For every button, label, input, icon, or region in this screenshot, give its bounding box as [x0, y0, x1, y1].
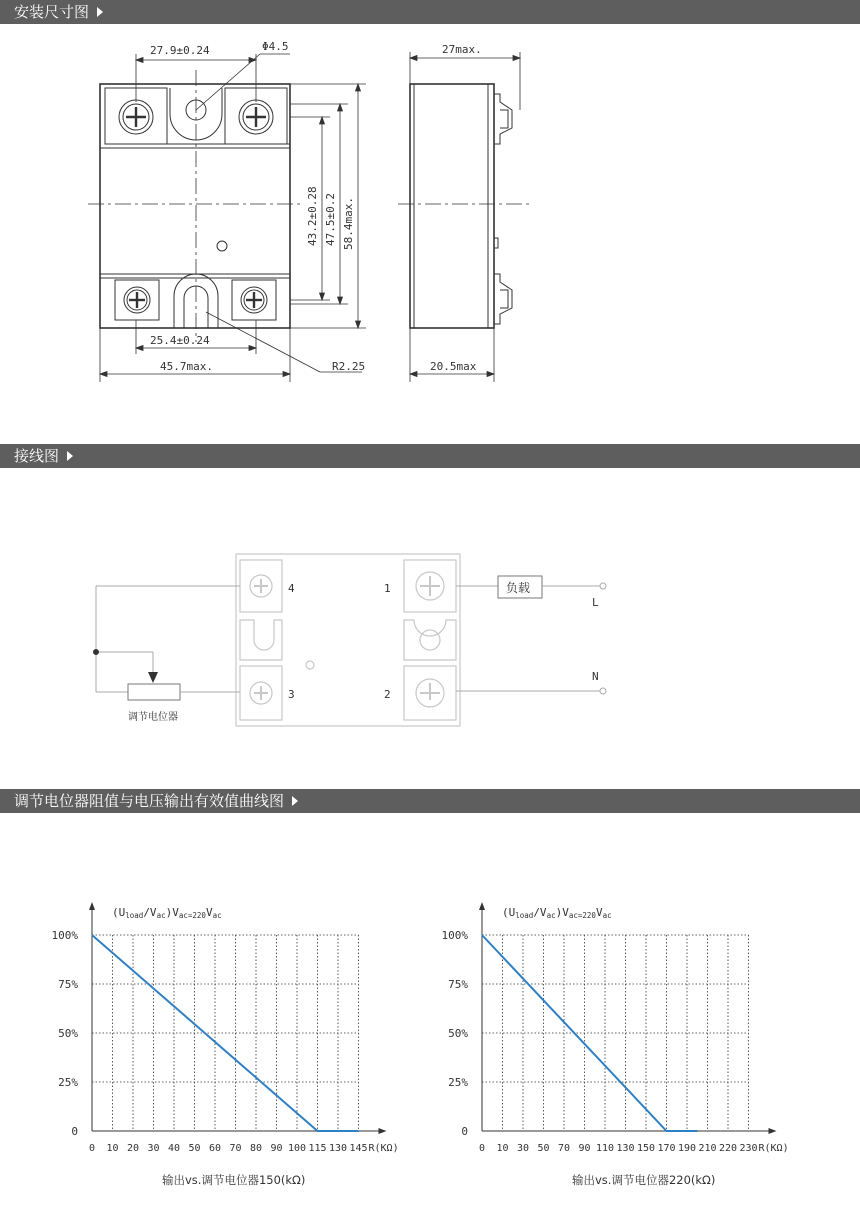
- y-tick-label: 75%: [448, 978, 468, 991]
- x-tick-label: 110: [595, 1143, 615, 1154]
- y-label-part: load: [125, 911, 144, 920]
- x-tick-label: 50: [537, 1143, 550, 1154]
- chart-150k-caption: 输出vs.调节电位器150(kΩ): [162, 1173, 306, 1187]
- y-label-part: ac: [156, 911, 166, 920]
- y-tick-label: 75%: [58, 978, 78, 991]
- chart-150k: [0, 890, 860, 1190]
- chart-0-group: [52, 902, 399, 1154]
- y-label-part: ac=220: [568, 911, 596, 920]
- x-tick-label: 40: [167, 1143, 181, 1154]
- y-tick-label: 25%: [448, 1076, 468, 1089]
- chart-1-group: [442, 902, 789, 1154]
- y-tick-label: 0: [71, 1125, 78, 1138]
- x-tick-label: 115: [308, 1143, 327, 1154]
- terminal-4-label: 4: [288, 582, 295, 595]
- x-axis-label: R(KΩ): [758, 1143, 789, 1154]
- x-tick-label: 10: [106, 1143, 119, 1154]
- chart-220k-caption: 输出vs.调节电位器220(kΩ): [572, 1173, 716, 1187]
- dim-v-outer: 58.4max.: [342, 197, 355, 250]
- x-tick-label: 145: [349, 1143, 368, 1154]
- x-tick-label: 190: [677, 1143, 697, 1154]
- y-label-part: )V: [165, 906, 179, 919]
- section-header-curve: [0, 789, 860, 813]
- x-tick-label: 30: [147, 1143, 160, 1154]
- caret-right-icon: [97, 7, 103, 17]
- terminal-1-label: 1: [384, 582, 391, 595]
- section-title-wiring: 接线图: [14, 447, 73, 465]
- dim-hole: Φ4.5: [262, 40, 289, 53]
- y-label-part: )V: [555, 906, 569, 919]
- x-tick-label: 50: [188, 1143, 201, 1154]
- dim-side-bottom: 20.5max: [430, 360, 477, 373]
- y-tick-label: 100%: [51, 929, 78, 942]
- y-label-part: ac=220: [178, 911, 206, 920]
- x-tick-label: 130: [616, 1143, 635, 1154]
- caret-right-icon: [292, 796, 298, 806]
- junction-dot: [93, 649, 99, 655]
- y-axis-arrow-icon: [479, 902, 485, 910]
- y-label-part: ac: [212, 911, 222, 920]
- x-tick-label: 30: [516, 1143, 530, 1154]
- y-label-part: V: [595, 906, 603, 919]
- x-tick-label: 130: [328, 1143, 348, 1154]
- terminal-2-label: 2: [384, 688, 391, 701]
- x-axis-arrow-icon: [769, 1128, 777, 1134]
- y-tick-label: 50%: [58, 1027, 78, 1040]
- y-label-part: ac: [546, 911, 556, 920]
- dim-radius: R2.25: [332, 360, 366, 373]
- y-axis-label: [502, 906, 612, 920]
- x-tick-label: 70: [557, 1143, 571, 1154]
- section-title-install: 安装尺寸图: [14, 3, 103, 21]
- x-tick-label: 60: [208, 1143, 222, 1154]
- y-axis-label: [112, 906, 222, 920]
- wiring-diagram: [0, 480, 860, 780]
- line-n-label: N: [592, 670, 599, 683]
- wiper-arrow-icon: [148, 672, 158, 683]
- x-tick-label: 150: [636, 1143, 656, 1154]
- y-label-part: (U: [112, 906, 126, 919]
- front-body-outline: [100, 84, 290, 328]
- y-tick-label: 100%: [441, 929, 468, 942]
- x-tick-label: 170: [657, 1143, 676, 1154]
- install-dimension-drawing: [0, 24, 860, 434]
- x-tick-label: 90: [270, 1143, 283, 1154]
- x-tick-label: 220: [718, 1143, 738, 1154]
- y-tick-label: 25%: [58, 1076, 78, 1089]
- x-tick-label: 230: [739, 1143, 758, 1154]
- x-axis-arrow-icon: [379, 1128, 387, 1134]
- load-label: 负载: [506, 581, 531, 595]
- x-tick-label: 0: [88, 1143, 96, 1154]
- potentiometer-body: [128, 684, 180, 700]
- x-tick-label: 80: [249, 1143, 263, 1154]
- x-tick-label: 100: [287, 1143, 307, 1154]
- y-label-part: load: [515, 911, 534, 920]
- dim-v-inner: 43.2±0.28: [306, 186, 319, 246]
- section-header-wiring: [0, 444, 860, 468]
- section-title-curve: 调节电位器阻值与电压输出有效值曲线图: [14, 792, 298, 810]
- dim-bottom-inner: 25.4±0.24: [150, 334, 210, 347]
- y-label-part: /V: [143, 906, 157, 919]
- y-label-part: ac: [602, 911, 612, 920]
- y-label-part: (U: [502, 906, 516, 919]
- dim-v-mid: 47.5±0.2: [324, 193, 337, 246]
- dim-front-top: 27.9±0.24: [150, 44, 210, 57]
- dim-bottom-outer: 45.7max.: [160, 360, 213, 373]
- y-label-part: /V: [533, 906, 547, 919]
- x-tick-label: 90: [578, 1143, 591, 1154]
- x-tick-label: 20: [126, 1143, 140, 1154]
- side-body-outline: [410, 84, 494, 328]
- dim-side-top: 27max.: [442, 43, 482, 56]
- caret-right-icon: [67, 451, 73, 461]
- terminal-3-label: 3: [288, 688, 295, 701]
- y-tick-label: 0: [461, 1125, 468, 1138]
- section-header-install: [0, 0, 860, 24]
- x-tick-label: 210: [698, 1143, 717, 1154]
- line-l-label: L: [592, 596, 599, 609]
- x-axis-label: R(KΩ): [368, 1143, 399, 1154]
- y-axis-arrow-icon: [89, 902, 95, 910]
- pot-label: 调节电位器: [128, 712, 178, 723]
- x-tick-label: 70: [229, 1143, 242, 1154]
- y-label-part: V: [205, 906, 213, 919]
- x-tick-label: 0: [478, 1143, 486, 1154]
- x-tick-label: 10: [496, 1143, 509, 1154]
- y-tick-label: 50%: [448, 1027, 468, 1040]
